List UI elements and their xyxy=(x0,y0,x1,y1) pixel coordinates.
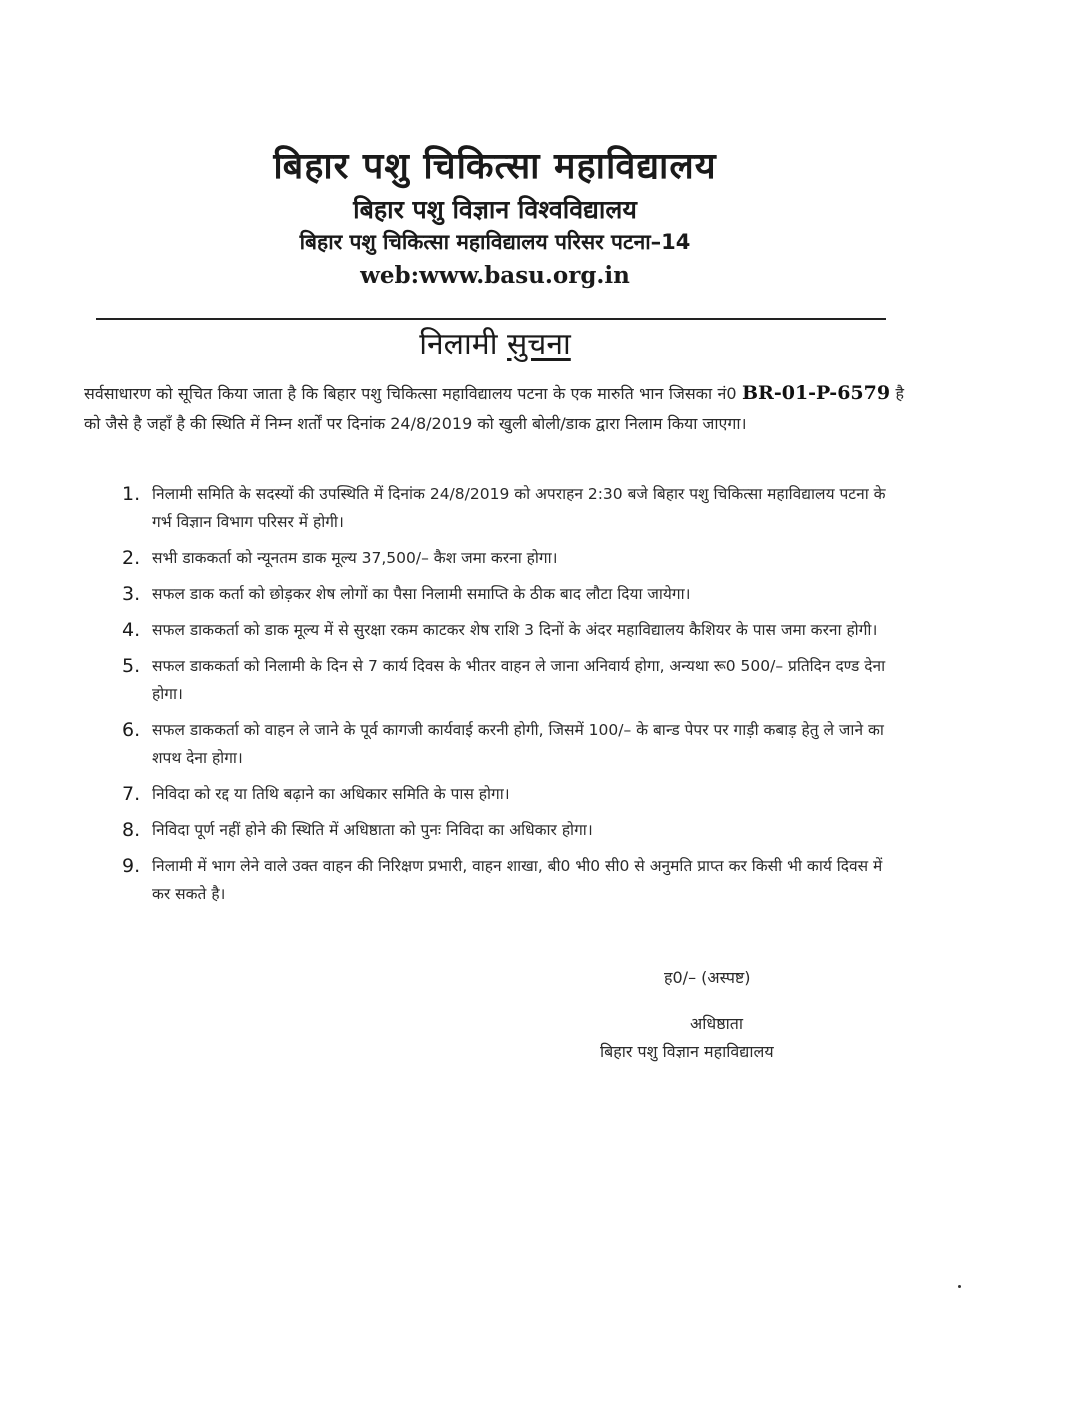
term-number: 5. xyxy=(122,655,141,677)
term-item xyxy=(110,780,900,808)
term-item xyxy=(110,852,900,908)
signatory-institution: बिहार पशु विज्ञान महाविद्यालय xyxy=(600,1042,774,1061)
term-item xyxy=(110,816,900,844)
term-item xyxy=(110,480,900,536)
scan-speck xyxy=(958,1285,961,1288)
term-number: 7. xyxy=(122,783,141,805)
term-text: निलामी में भाग लेने वाले उक्त वाहन की निरिक्षण प्रभारी, वाहन शाखा, बी0 भी0 सी0 से अनुमति प्राप्त कर किसी भी कार्य दिवस में कर सकते है। xyxy=(152,857,883,903)
terms-list xyxy=(110,480,900,916)
term-text: निविदा को रद्द या तिथि बढ़ाने का अधिकार समिति के पास होगा। xyxy=(152,785,510,803)
term-text: सफल डाक कर्ता को छोड़कर शेष लोगों का पैसा निलामी समाप्ति के ठीक बाद लौटा दिया जायेगा। xyxy=(152,585,691,603)
term-number: 9. xyxy=(122,855,141,877)
term-text: सफल डाककर्ता को वाहन ले जाने के पूर्व कागजी कार्यवाई करनी होगी, जिसमें 100/– के बान्ड पेपर पर गाड़ी कबाड़ हेतु ले जाने का शपथ देना होगा। xyxy=(152,721,884,767)
signatory-designation: अधिष्ठाता xyxy=(690,1014,744,1033)
term-number: 4. xyxy=(122,619,141,641)
website-address: web:www.basu.org.in xyxy=(360,262,630,289)
intro-paragraph xyxy=(84,378,904,439)
term-text: सभी डाककर्ता को न्यूनतम डाक मूल्य 37,500/– कैश जमा करना होगा। xyxy=(152,549,558,567)
header-divider xyxy=(96,318,886,320)
term-text: सफल डाककर्ता को निलामी के दिन से 7 कार्य दिवस के भीतर वाहन ले जाना अनिवार्य होगा, अन्यथा रू0 500/– प्रतिदिन दण्ड देना होगा। xyxy=(152,657,886,703)
vehicle-registration-number: BR-01-P-6579 xyxy=(742,382,891,404)
university-name-heading: बिहार पशु विज्ञान विश्वविद्यालय xyxy=(353,195,637,224)
term-number: 8. xyxy=(122,819,141,841)
term-number: 1. xyxy=(122,483,141,505)
term-item xyxy=(110,652,900,708)
intro-text-part2: है को जैसे है जहाँ है की स्थिति में निम्न शर्तों पर दिनांक 24/8/2019 को खुली बोली/डाक द्वारा निलाम किया जाएगा। xyxy=(84,384,904,433)
campus-address: बिहार पशु चिकित्सा महाविद्यालय परिसर पटना–14 xyxy=(299,230,691,254)
term-item xyxy=(110,616,900,644)
college-name-heading: बिहार पशु चिकित्सा महाविद्यालय xyxy=(273,146,717,187)
intro-text-part1: सर्वसाधारण को सूचित किया जाता है कि बिहार पशु चिकित्सा महाविद्यालय पटना के एक मारुति भान जिसका नं0 xyxy=(84,384,742,403)
term-text: सफल डाककर्ता को डाक मूल्य में से सुरक्षा रकम काटकर शेष राशि 3 दिनों के अंदर महाविद्यालय कैशियर के पास जमा करना होगी। xyxy=(152,621,878,639)
term-text: निलामी समिति के सदस्यों की उपस्थिति में दिनांक 24/8/2019 को अपराहन 2:30 बजे बिहार पशु चिकित्सा महाविद्यालय पटना के गर्भ विज्ञान विभाग परिसर में होगी। xyxy=(152,485,886,531)
notice-title-underlined: सुचना xyxy=(507,327,571,362)
term-item xyxy=(110,580,900,608)
term-item xyxy=(110,716,900,772)
term-number: 3. xyxy=(122,583,141,605)
notice-title-prefix: निलामी xyxy=(419,327,508,362)
term-number: 2. xyxy=(122,547,141,569)
notice-title xyxy=(0,322,990,363)
term-item xyxy=(110,544,900,572)
term-text: निविदा पूर्ण नहीं होने की स्थिति में अधिष्ठाता को पुनः निविदा का अधिकार होगा। xyxy=(152,821,593,839)
signature-mark: ह0/– (अस्पष्ट) xyxy=(664,968,751,987)
term-number: 6. xyxy=(122,719,141,741)
